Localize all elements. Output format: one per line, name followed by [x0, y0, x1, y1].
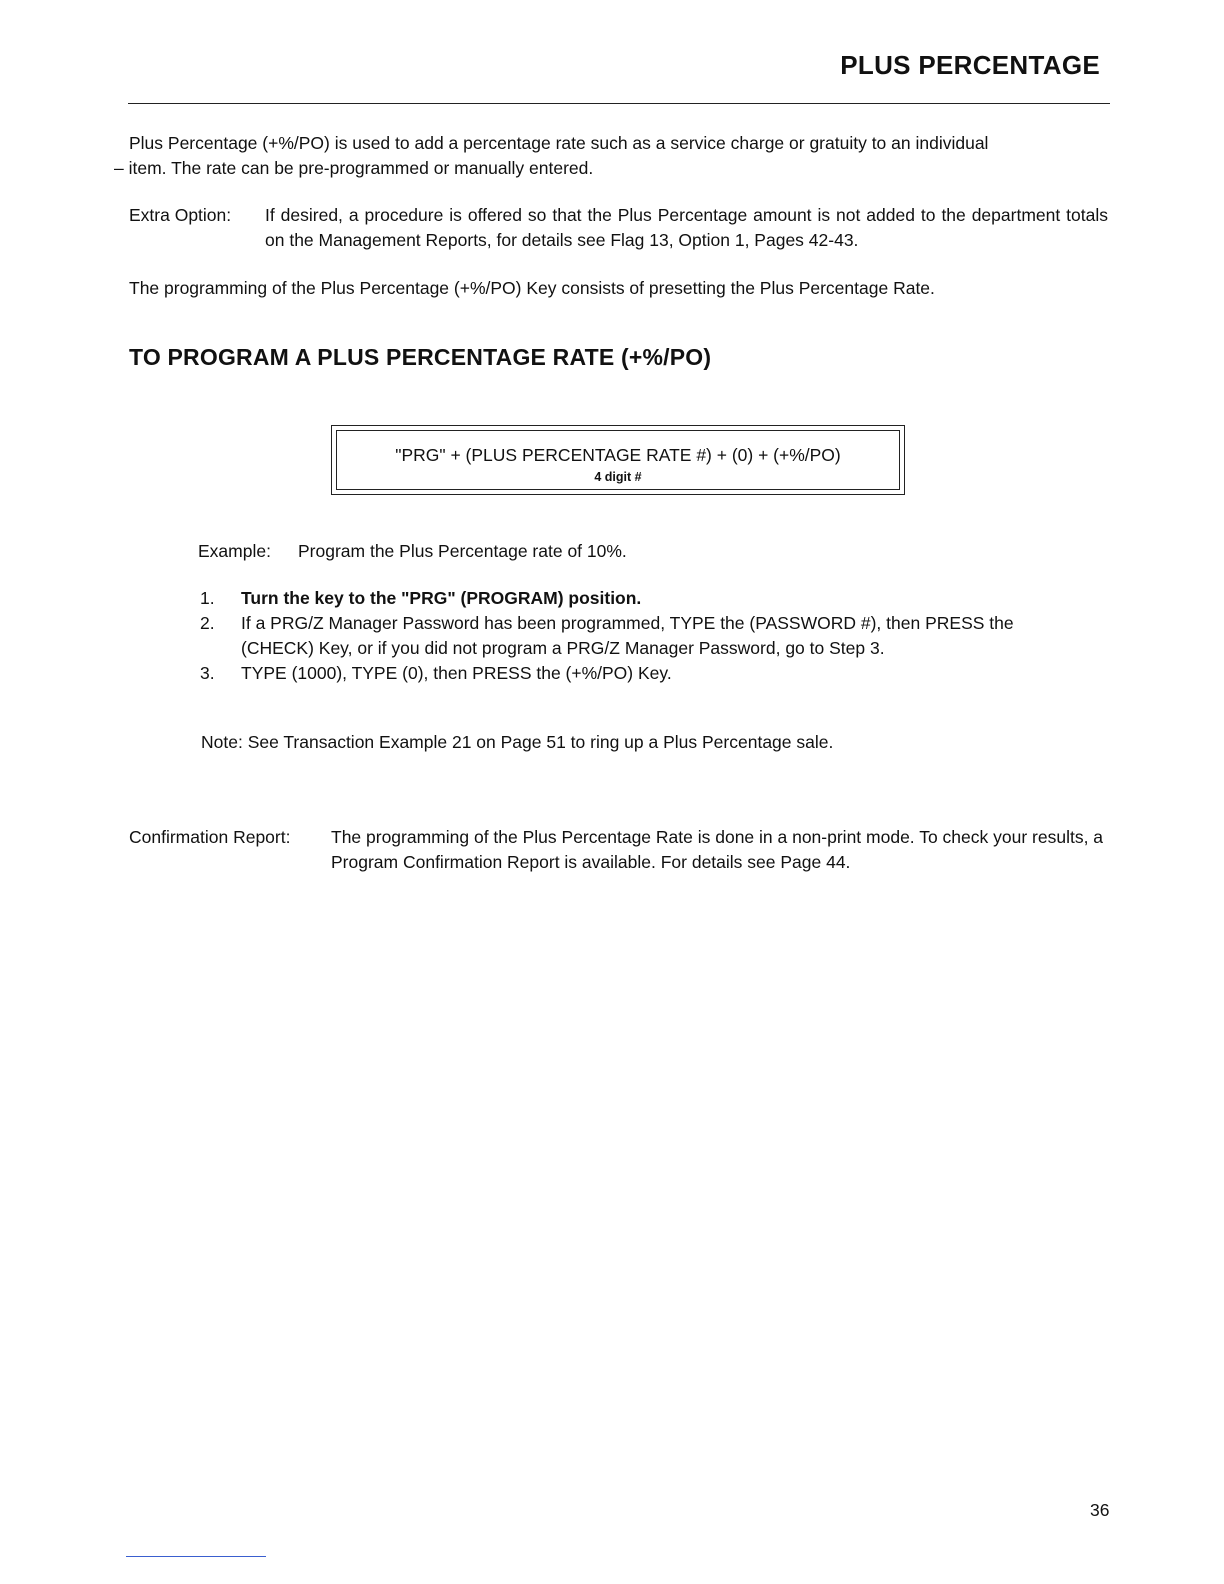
step-text: TYPE (1000), TYPE (0), then PRESS the (+%/PO) Key.	[241, 663, 672, 683]
page-title: PLUS PERCENTAGE	[840, 50, 1100, 80]
key-sequence: "PRG" + (PLUS PERCENTAGE RATE #) + (0) + (+%/PO)	[395, 445, 841, 465]
step-number: 2.	[200, 613, 215, 633]
step-item	[200, 586, 1050, 611]
extra-option-label: Extra Option:	[129, 205, 232, 225]
scan-artifact-line	[126, 1556, 266, 1557]
intro-line-2: – item. The rate can be pre-programmed or manually entered.	[114, 158, 594, 178]
step-number: 1.	[200, 588, 215, 608]
programming-description: The programming of the Plus Percentage (+%/PO) Key consists of presetting the Plus Percentage Rate.	[129, 278, 935, 298]
extra-option-body: If desired, a procedure is offered so that the Plus Percentage amount is not added to the department totals on the Management Reports, for details see Flag 13, Option 1, Pages 42-43.	[265, 205, 1108, 250]
key-sequence-note: 4 digit #	[594, 470, 642, 484]
example	[198, 539, 627, 564]
section-heading: TO PROGRAM A PLUS PERCENTAGE RATE (+%/PO)	[129, 344, 712, 370]
step-item	[200, 611, 1050, 661]
intro-line-1: Plus Percentage (+%/PO) is used to add a percentage rate such as a service charge or gratuity to an individual	[129, 133, 989, 153]
step-text: If a PRG/Z Manager Password has been programmed, TYPE the (PASSWORD #), then PRESS the (CHECK) Key, or if you did not program a PRG/Z Manager Password, go to Step 3.	[241, 613, 1014, 658]
intro-paragraph	[114, 131, 1114, 181]
page-number: 36	[1090, 1500, 1110, 1520]
step-list	[200, 586, 1050, 686]
step-text: Turn the key to the "PRG" (PROGRAM) position.	[241, 588, 642, 608]
key-sequence-inner-frame	[336, 430, 900, 490]
note: Note: See Transaction Example 21 on Page 51 to ring up a Plus Percentage sale.	[201, 732, 834, 752]
confirmation-body: The programming of the Plus Percentage Rate is done in a non-print mode. To check your results, a Program Confirmation Report is available. For details see Page 44.	[331, 827, 1104, 872]
header-rule	[128, 103, 1110, 104]
step-number: 3.	[200, 663, 215, 683]
example-label: Example:	[198, 541, 271, 561]
key-sequence-box	[331, 425, 905, 495]
step-item	[200, 661, 1050, 686]
example-text: Program the Plus Percentage rate of 10%.	[298, 541, 627, 561]
confirmation-label: Confirmation Report:	[129, 827, 291, 847]
